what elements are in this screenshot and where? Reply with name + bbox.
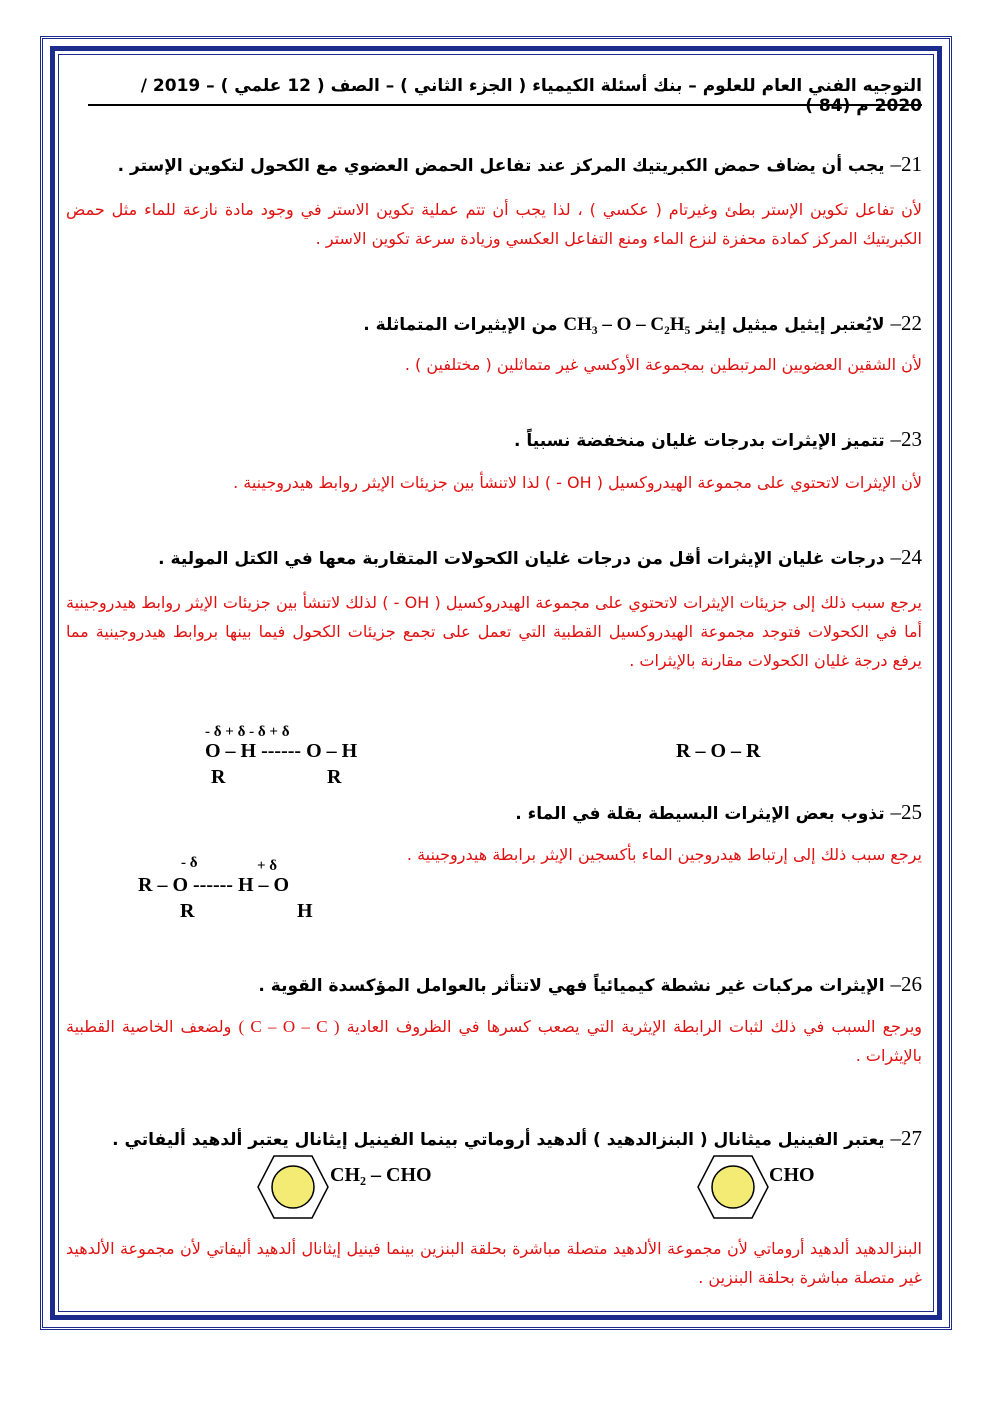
- answer-25: يرجع سبب ذلك إلى إرتباط هيدروجين الماء بأكسجين الإيثر برابطة هيدروجينية .: [406, 845, 922, 864]
- question-26-text: الإيثرات مركبات غير نشطة كيميائياً فهي لاتتأثر بالعوامل المؤكسدة القوية .: [258, 976, 885, 996]
- answer-27: البنزالدهيد ألدهيد أروماتي لأن مجموعة الألدهيد متصلة مباشرة بحلقة البنزين بينما فينيل إيثانال ألدهيد أليفاتي لأن مجموعة الألدهيد غير متصلة مباشرة بحلقة البنزين .: [66, 1239, 922, 1287]
- water-h: H: [297, 900, 313, 922]
- question-25-text: تذوب بعض الإيثرات البسيطة بقلة في الماء .: [515, 804, 885, 824]
- question-22-text-b: من الإيثيرات المتماثلة .: [363, 315, 558, 335]
- phenylethanal-side-chain: CH₂ – CHO: [330, 1164, 432, 1186]
- alcohol-hbond-line: O – H ------ O – H: [205, 740, 358, 762]
- water-hbond-line: R – O ------ H – O: [138, 874, 290, 896]
- question-22-formula: CH₃ – O – C₂H₅: [563, 314, 691, 335]
- question-26: 26– الإيثرات مركبات غير نشطة كيميائياً فهي لاتتأثر بالعوامل المؤكسدة القوية .: [258, 972, 922, 996]
- water-r: R: [180, 900, 195, 922]
- answer-26: ويرجع السبب في ذلك لثبات الرابطة الإيثرية التي يصعب كسرها في الظروف العادية ( C – O – C ) ولضعف الخاصية القطبية بالإيثرات .: [66, 1017, 923, 1065]
- benzaldehyde-cho: CHO: [769, 1164, 815, 1186]
- alcohol-charges: - δ + δ - δ + δ: [205, 724, 290, 740]
- question-21-text: يجب أن يضاف حمض الكبريتيك المركز عند تفاعل الحمض العضوي مع الكحول لتكوين الإستر .: [117, 156, 885, 176]
- answer-24: يرجع سبب ذلك إلى جزيئات الإيثرات لاتحتوي على مجموعة الهيدروكسيل ( OH - ) لذلك لاتنشأ بين جزيئات الإيثر روابط هيدروجينية أما في الكحولات فتوجد مجموعة الهيدروكسيل القطبية التي تعمل على تجمع جزيئات الكحول فيما بينها بروابط هيدروجينية مما يرفع درجة غليان الكحولات مقارنة بالإيثرات .: [66, 593, 922, 670]
- answer-21: لأن تفاعل تكوين الإستر بطئ وغيرتام ( عكسي ) ، لذا يجب أن تتم عملية تكوين الاستر في وجود مادة نازعة للماء مثل حمض الكبريتيك المركز كمادة محفزة لنزع الماء ومنع التفاعل العكسي وزيادة سرعة تكوين الاستر .: [66, 200, 922, 248]
- benzene-ring-right: [696, 1154, 770, 1220]
- answer-22: لأن الشقين العضويين المرتبطين بمجموعة الأوكسي غير متماثلين ( مختلفين ) .: [404, 355, 922, 374]
- question-22-text-a: لايُعتبر إيثيل ميثيل إيثر: [696, 315, 885, 335]
- water-charge-pos: + δ: [257, 858, 278, 874]
- benzene-ring-left: [256, 1154, 330, 1220]
- question-27: 27– يعتبر الفينيل ميثانال ( البنزالدهيد ) ألدهيد أروماتي بينما الفينيل إيثانال يعتبر ألدهيد أليفاتي .: [112, 1126, 922, 1150]
- ether-formula: R – O – R: [676, 740, 761, 762]
- alcohol-r-2: R: [327, 766, 342, 788]
- question-23-text: تتميز الإيثرات بدرجات غليان منخفضة نسبياً .: [514, 431, 885, 451]
- question-21: 21– يجب أن يضاف حمض الكبريتيك المركز عند تفاعل الحمض العضوي مع الكحول لتكوين الإستر .: [117, 152, 922, 176]
- question-25: 25– تذوب بعض الإيثرات البسيطة بقلة في الماء .: [515, 800, 922, 824]
- question-23: 23– تتميز الإيثرات بدرجات غليان منخفضة نسبياً .: [514, 427, 922, 451]
- alcohol-r-1: R: [211, 766, 226, 788]
- question-22: 22– لايُعتبر إيثيل ميثيل إيثر CH₃ – O – C₂H₅ من الإيثيرات المتماثلة .: [363, 311, 922, 335]
- answer-23: لأن الإيثرات لاتحتوي على مجموعة الهيدروكسيل ( OH - ) لذا لاتنشأ بين جزيئات الإيثر روابط هيدروجينية .: [233, 473, 922, 492]
- question-24: 24– درجات غليان الإيثرات أقل من درجات غليان الكحولات المتقاربة معها في الكتل المولية .: [158, 545, 922, 569]
- water-charge-neg: - δ: [181, 855, 198, 871]
- question-24-text: درجات غليان الإيثرات أقل من درجات غليان الكحولات المتقاربة معها في الكتل المولية .: [158, 549, 885, 569]
- page-header: التوجيه الفني العام للعلوم – بنك أسئلة الكيمياء ( الجزء الثاني ) – الصف ( 12 علمي ) – 2019 / 2020 م (84 ): [88, 76, 922, 106]
- question-27-text: يعتبر الفينيل ميثانال ( البنزالدهيد ) ألدهيد أروماتي بينما الفينيل إيثانال يعتبر ألدهيد أليفاتي .: [112, 1130, 885, 1150]
